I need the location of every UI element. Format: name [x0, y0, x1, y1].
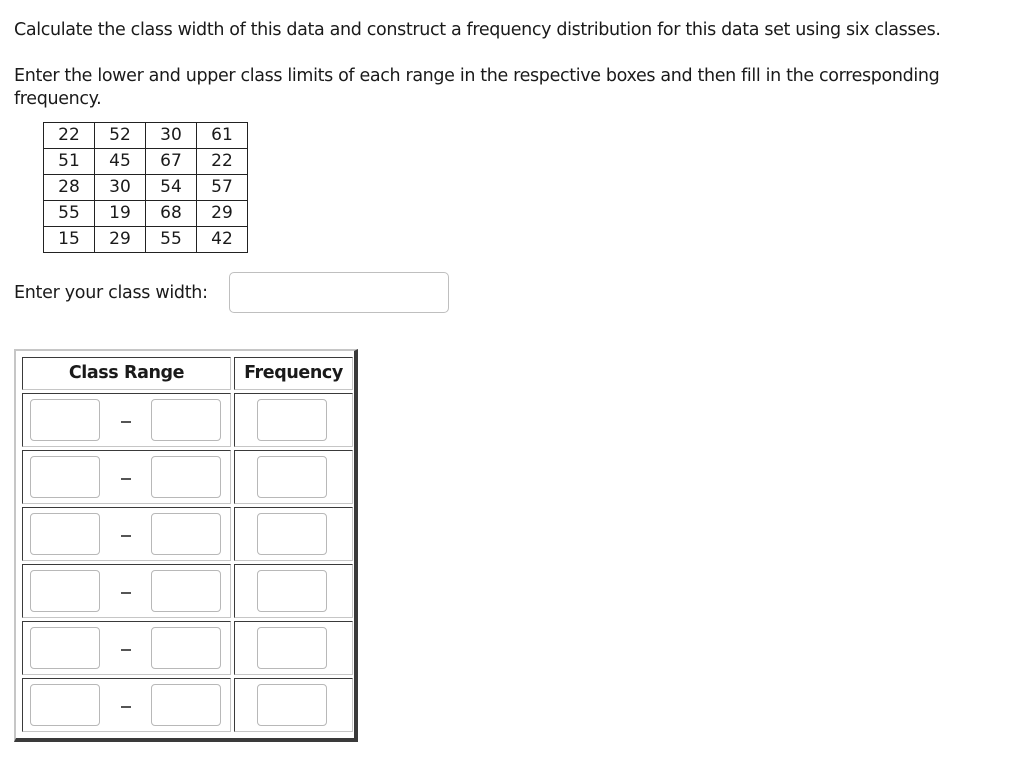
- frequency-input[interactable]: [257, 684, 327, 726]
- upper-limit-input[interactable]: [151, 570, 221, 612]
- data-cell: 68: [146, 201, 197, 227]
- class-range-cell: [22, 564, 231, 618]
- data-cell: 55: [44, 201, 95, 227]
- data-cell: 45: [95, 149, 146, 175]
- data-row: [44, 201, 248, 227]
- frequency-input[interactable]: [257, 570, 327, 612]
- data-cell: 30: [146, 123, 197, 149]
- data-cell: 42: [197, 227, 248, 253]
- range-separator: [121, 421, 131, 423]
- data-cell: 29: [95, 227, 146, 253]
- lower-limit-input[interactable]: [30, 513, 100, 555]
- data-cell: 15: [44, 227, 95, 253]
- upper-limit-input[interactable]: [151, 456, 221, 498]
- data-row: [44, 227, 248, 253]
- frequency-cell: [234, 564, 353, 618]
- data-cell: 57: [197, 175, 248, 201]
- class-range-cell: [22, 507, 231, 561]
- range-separator: [121, 535, 131, 537]
- frequency-input[interactable]: [257, 627, 327, 669]
- data-cell: 19: [95, 201, 146, 227]
- data-cell: 55: [146, 227, 197, 253]
- class-range-cell: [22, 678, 231, 732]
- frequency-cell: [234, 507, 353, 561]
- class-width-input[interactable]: [229, 272, 449, 313]
- frequency-input[interactable]: [257, 399, 327, 441]
- range-separator: [121, 592, 131, 594]
- class-range-cell: [22, 450, 231, 504]
- instruction-text-1: Calculate the class width of this data and construct a frequency distribution for this data set using six classes.: [14, 20, 941, 40]
- data-row: [44, 175, 248, 201]
- lower-limit-input[interactable]: [30, 399, 100, 441]
- upper-limit-input[interactable]: [151, 513, 221, 555]
- data-cell: 52: [95, 123, 146, 149]
- data-cell: 28: [44, 175, 95, 201]
- data-row: [44, 149, 248, 175]
- frequency-header: [234, 357, 353, 390]
- frequency-input[interactable]: [257, 513, 327, 555]
- data-cell: 51: [44, 149, 95, 175]
- data-cell: 30: [95, 175, 146, 201]
- upper-limit-input[interactable]: [151, 684, 221, 726]
- lower-limit-input[interactable]: [30, 456, 100, 498]
- data-cell: 22: [44, 123, 95, 149]
- upper-limit-input[interactable]: [151, 399, 221, 441]
- lower-limit-input[interactable]: [30, 570, 100, 612]
- instruction-text-2: Enter the lower and upper class limits of each range in the respective boxes and then fill in the corresponding frequency.: [14, 66, 940, 109]
- class-range-cell: [22, 393, 231, 447]
- upper-limit-input[interactable]: [151, 627, 221, 669]
- class-width-label: Enter your class width:: [14, 283, 208, 303]
- data-cell: 61: [197, 123, 248, 149]
- frequency-cell: [234, 678, 353, 732]
- data-cell: 67: [146, 149, 197, 175]
- data-cell: 54: [146, 175, 197, 201]
- class-range-header-label: Class Range: [68, 363, 185, 383]
- data-cell: 29: [197, 201, 248, 227]
- frequency-cell: [234, 450, 353, 504]
- frequency-cell: [234, 393, 353, 447]
- frequency-input[interactable]: [257, 456, 327, 498]
- range-separator: [121, 478, 131, 480]
- frequency-table: [14, 349, 358, 742]
- frequency-header-label: Frequency: [244, 363, 343, 383]
- range-separator: [121, 706, 131, 708]
- data-cell: 22: [197, 149, 248, 175]
- lower-limit-input[interactable]: [30, 627, 100, 669]
- class-range-cell: [22, 621, 231, 675]
- class-range-header: [22, 357, 231, 390]
- data-table: [43, 122, 248, 253]
- frequency-cell: [234, 621, 353, 675]
- lower-limit-input[interactable]: [30, 684, 100, 726]
- data-row: [44, 123, 248, 149]
- range-separator: [121, 649, 131, 651]
